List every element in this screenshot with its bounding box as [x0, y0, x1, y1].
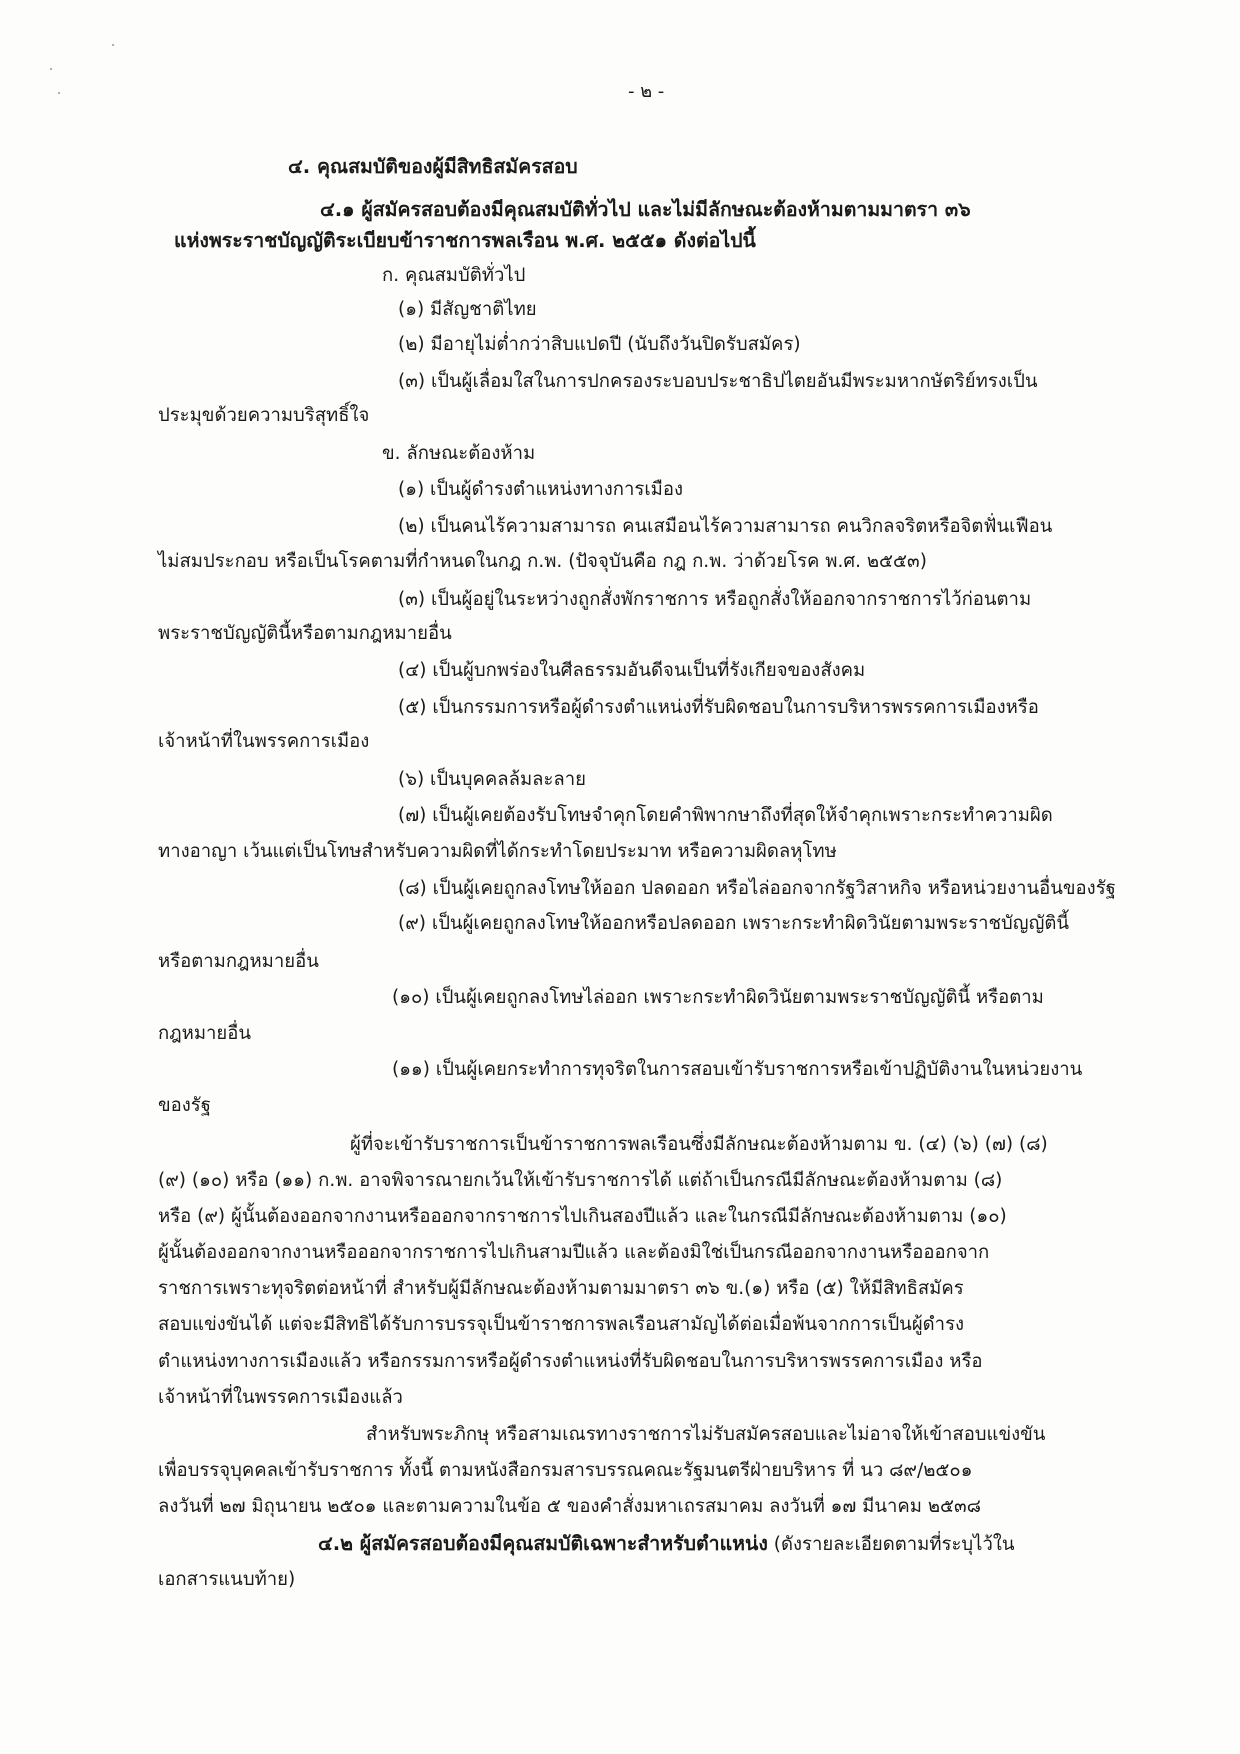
general-item-2: (๒) มีอายุไม่ต่ำกว่าสิบแปดปี (นับถึงวันปิดรับสมัคร)	[398, 334, 801, 355]
prohibited-item-1: (๑) เป็นผู้ดำรงตำแหน่งทางการเมือง	[398, 479, 683, 500]
general-item-1: (๑) มีสัญชาติไทย	[398, 299, 537, 320]
prohibited-item-10-line1: (๑๐) เป็นผู้เคยถูกลงโทษไล่ออก เพราะกระทำผิดวินัยตามพระราชบัญญัตินี้ หรือตาม	[392, 987, 1044, 1008]
subsection-4-1-line1: ๔.๑ ผู้สมัครสอบต้องมีคุณสมบัติทั่วไป และไม่มีลักษณะต้องห้ามตามมาตรา ๓๖	[320, 198, 971, 221]
prohibited-heading: ข. ลักษณะต้องห้าม	[382, 443, 536, 464]
prohibited-item-3-line2: พระราชบัญญัตินี้หรือตามกฎหมายอื่น	[158, 623, 452, 644]
section-heading: ๔. คุณสมบัติของผู้มีสิทธิสมัครสอบ	[288, 155, 578, 178]
monk-paragraph-line: ลงวันที่ ๒๗ มิถุนายน ๒๕๐๑ และตามความในข้อ ๕ ของคำสั่งมหาเถรสมาคม ลงวันที่ ๑๗ มีนาคม ๒๕๓๘	[158, 1496, 981, 1517]
general-qualifications-heading: ก. คุณสมบัติทั่วไป	[382, 265, 526, 286]
general-item-3-line1: (๓) เป็นผู้เลื่อมใสในการปกครองระบอบประชาธิปไตยอันมีพระมหากษัตริย์ทรงเป็น	[398, 371, 1038, 392]
prohibited-item-11-line2: ของรัฐ	[158, 1095, 211, 1116]
exception-paragraph-line: (๙) (๑๐) หรือ (๑๑) ก.พ. อาจพิจารณายกเว้นให้เข้ารับราชการได้ แต่ถ้าเป็นกรณีมีลักษณะต้องห้ามตาม (๘)	[158, 1170, 1003, 1191]
exception-paragraph-line: ผู้นั้นต้องออกจากงานหรือออกจากราชการไปเกินสามปีแล้ว และต้องมิใช่เป็นกรณีออกจากงานหรือออกจาก	[158, 1242, 990, 1263]
prohibited-item-4: (๔) เป็นผู้บกพร่องในศีลธรรมอันดีจนเป็นที่รังเกียจของสังคม	[398, 660, 866, 681]
prohibited-item-11-line1: (๑๑) เป็นผู้เคยกระทำการทุจริตในการสอบเข้ารับราชการหรือเข้าปฏิบัติงานในหน่วยงาน	[392, 1059, 1083, 1080]
prohibited-item-5-line2: เจ้าหน้าที่ในพรรคการเมือง	[158, 731, 370, 752]
prohibited-item-7-line1: (๗) เป็นผู้เคยต้องรับโทษจำคุกโดยคำพิพากษาถึงที่สุดให้จำคุกเพราะกระทำความผิด	[398, 805, 1053, 826]
exception-paragraph-line: ราชการเพราะทุจริตต่อหน้าที่ สำหรับผู้มีลักษณะต้องห้ามตามมาตรา ๓๖ ข.(๑) หรือ (๕) ให้มีสิทธิสมัคร	[158, 1278, 964, 1299]
exception-paragraph-line: หรือ (๙) ผู้นั้นต้องออกจากงานหรือออกจากราชการไปเกินสองปีแล้ว และในกรณีมีลักษณะต้องห้ามตาม (๑๐)	[158, 1206, 1007, 1227]
prohibited-item-6: (๖) เป็นบุคคลล้มละลาย	[398, 769, 586, 790]
prohibited-item-7-line2: ทางอาญา เว้นแต่เป็นโทษสำหรับความผิดที่ได้กระทำโดยประมาท หรือความผิดลหุโทษ	[158, 841, 837, 862]
subsection-4-2-title: ๔.๒ ผู้สมัครสอบต้องมีคุณสมบัติเฉพาะสำหรับตำแหน่ง	[318, 1532, 768, 1555]
prohibited-item-3-line1: (๓) เป็นผู้อยู่ในระหว่างถูกสั่งพักราชการ หรือถูกสั่งให้ออกจากราชการไว้ก่อนตาม	[398, 589, 1032, 610]
exception-paragraph-line: เจ้าหน้าที่ในพรรคการเมืองแล้ว	[158, 1387, 403, 1408]
scan-speck	[112, 44, 114, 46]
page-number: - ๒ -	[628, 81, 665, 102]
scan-speck	[58, 92, 60, 94]
general-item-3-line2: ประมุขด้วยความบริสุทธิ์ใจ	[158, 405, 370, 426]
subsection-4-2-note: (ดังรายละเอียดตามที่ระบุไว้ใน	[767, 1534, 1015, 1555]
subsection-4-1-line2: แห่งพระราชบัญญัติระเบียบข้าราชการพลเรือน พ.ศ. ๒๕๕๑ ดังต่อไปนี้	[174, 229, 756, 252]
subsection-4-2-line1	[318, 1530, 1015, 1559]
scan-speck	[50, 68, 52, 70]
exception-paragraph-line: สอบแข่งขันได้ แต่จะมีสิทธิได้รับการบรรจุเป็นข้าราชการพลเรือนสามัญได้ต่อเมื่อพ้นจากการเป็นผู้ดำรง	[158, 1314, 965, 1335]
prohibited-item-2-line2: ไม่สมประกอบ หรือเป็นโรคตามที่กำหนดในกฎ ก.พ. (ปัจจุบันคือ กฎ ก.พ. ว่าด้วยโรค พ.ศ. ๒๕๕๓)	[158, 551, 927, 572]
prohibited-item-8: (๘) เป็นผู้เคยถูกลงโทษให้ออก ปลดออก หรือไล่ออกจากรัฐวิสาหกิจ หรือหน่วยงานอื่นของรัฐ	[398, 878, 1116, 899]
prohibited-item-10-line2: กฎหมายอื่น	[158, 1023, 251, 1044]
prohibited-item-5-line1: (๕) เป็นกรรมการหรือผู้ดำรงตำแหน่งที่รับผิดชอบในการบริหารพรรคการเมืองหรือ	[398, 697, 1039, 718]
exception-paragraph-line: ผู้ที่จะเข้ารับราชการเป็นข้าราชการพลเรือนซึ่งมีลักษณะต้องห้ามตาม ข. (๔) (๖) (๗) (๘)	[350, 1134, 1048, 1155]
subsection-4-2-line2: เอกสารแนบท้าย)	[158, 1569, 296, 1590]
prohibited-item-9-line1: (๙) เป็นผู้เคยถูกลงโทษให้ออกหรือปลดออก เพราะกระทำผิดวินัยตามพระราชบัญญัตินี้	[398, 913, 1069, 934]
prohibited-item-9-line2: หรือตามกฎหมายอื่น	[158, 951, 319, 972]
monk-paragraph-line: เพื่อบรรจุบุคคลเข้ารับราชการ ทั้งนี้ ตามหนังสือกรมสารบรรณคณะรัฐมนตรีฝ่ายบริหาร ที่ นว ๘๙/๒๕๐๑	[158, 1460, 973, 1481]
exception-paragraph-line: ตำแหน่งทางการเมืองแล้ว หรือกรรมการหรือผู้ดำรงตำแหน่งที่รับผิดชอบในการบริหารพรรคการเมือง หรือ	[158, 1351, 983, 1372]
prohibited-item-2-line1: (๒) เป็นคนไร้ความสามารถ คนเสมือนไร้ความสามารถ คนวิกลจริตหรือจิตฟั่นเฟือน	[398, 516, 1053, 537]
monk-paragraph-line: สำหรับพระภิกษุ หรือสามเณรทางราชการไม่รับสมัครสอบและไม่อาจให้เข้าสอบแข่งขัน	[366, 1424, 1046, 1445]
